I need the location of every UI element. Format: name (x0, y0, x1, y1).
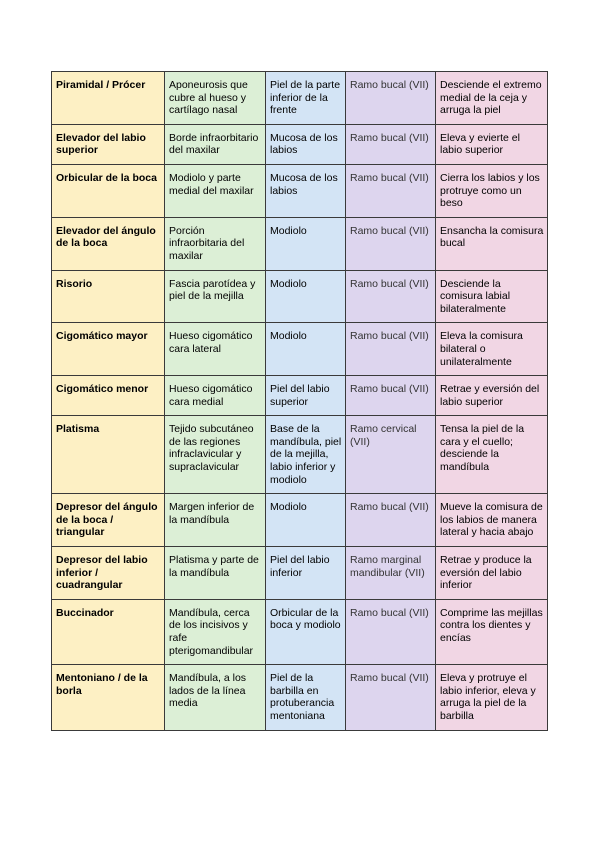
origin-cell: Fascia parotídea y piel de la mejilla (165, 270, 266, 323)
action-cell: Desciende la comisura labial bilateralmente (436, 270, 548, 323)
nerve-cell: Ramo bucal (VII) (346, 72, 436, 125)
table-row (52, 599, 548, 664)
muscle-name-cell: Buccinador (52, 599, 165, 664)
table-row (52, 72, 548, 125)
nerve-cell: Ramo cervical (VII) (346, 416, 436, 494)
nerve-cell: Ramo bucal (VII) (346, 323, 436, 376)
action-cell: Comprime las mejillas contra los dientes y encías (436, 599, 548, 664)
origin-cell: Aponeurosis que cubre al hueso y cartílago nasal (165, 72, 266, 125)
table-row (52, 124, 548, 164)
origin-cell: Margen inferior de la mandíbula (165, 494, 266, 547)
muscle-name-cell: Risorio (52, 270, 165, 323)
nerve-cell: Ramo bucal (VII) (346, 124, 436, 164)
nerve-cell: Ramo bucal (VII) (346, 665, 436, 730)
muscle-name-cell: Cigomático menor (52, 376, 165, 416)
origin-cell: Mandíbula, cerca de los incisivos y rafe pterigomandibular (165, 599, 266, 664)
action-cell: Ensancha la comisura bucal (436, 217, 548, 270)
muscle-name-cell: Elevador del ángulo de la boca (52, 217, 165, 270)
action-cell: Eleva la comisura bilateral o unilateralmente (436, 323, 548, 376)
table-row (52, 547, 548, 600)
table-row (52, 416, 548, 494)
origin-cell: Modiolo y parte medial del maxilar (165, 164, 266, 217)
origin-cell: Hueso cigomático cara medial (165, 376, 266, 416)
origin-cell: Mandíbula, a los lados de la línea media (165, 665, 266, 730)
action-cell: Desciende el extremo medial de la ceja y arruga la piel (436, 72, 548, 125)
muscle-name-cell: Depresor del ángulo de la boca / triangular (52, 494, 165, 547)
insertion-cell: Modiolo (266, 270, 346, 323)
action-cell: Mueve la comisura de los labios de manera lateral y hacia abajo (436, 494, 548, 547)
nerve-cell: Ramo bucal (VII) (346, 217, 436, 270)
table-row (52, 217, 548, 270)
muscle-name-cell: Cigomático mayor (52, 323, 165, 376)
insertion-cell: Mucosa de los labios (266, 124, 346, 164)
nerve-cell: Ramo bucal (VII) (346, 270, 436, 323)
insertion-cell: Piel del labio inferior (266, 547, 346, 600)
nerve-cell: Ramo bucal (VII) (346, 376, 436, 416)
muscle-name-cell: Platisma (52, 416, 165, 494)
table-row (52, 270, 548, 323)
table-row (52, 376, 548, 416)
insertion-cell: Piel de la parte inferior de la frente (266, 72, 346, 125)
action-cell: Cierra los labios y los protruye como un beso (436, 164, 548, 217)
muscle-name-cell: Mentoniano / de la borla (52, 665, 165, 730)
action-cell: Retrae y eversión del labio superior (436, 376, 548, 416)
insertion-cell: Base de la mandíbula, piel de la mejilla, labio inferior y modiolo (266, 416, 346, 494)
origin-cell: Tejido subcutáneo de las regiones infraclavicular y supraclavicular (165, 416, 266, 494)
table-row (52, 665, 548, 730)
insertion-cell: Mucosa de los labios (266, 164, 346, 217)
action-cell: Retrae y produce la eversión del labio inferior (436, 547, 548, 600)
origin-cell: Borde infraorbitario del maxilar (165, 124, 266, 164)
action-cell: Eleva y protruye el labio inferior, eleva y arruga la piel de la barbilla (436, 665, 548, 730)
table-row (52, 494, 548, 547)
action-cell: Tensa la piel de la cara y el cuello; desciende la mandíbula (436, 416, 548, 494)
table-row (52, 164, 548, 217)
insertion-cell: Piel del labio superior (266, 376, 346, 416)
table-row (52, 323, 548, 376)
nerve-cell: Ramo bucal (VII) (346, 164, 436, 217)
nerve-cell: Ramo bucal (VII) (346, 599, 436, 664)
origin-cell: Platisma y parte de la mandíbula (165, 547, 266, 600)
action-cell: Eleva y evierte el labio superior (436, 124, 548, 164)
insertion-cell: Modiolo (266, 323, 346, 376)
nerve-cell: Ramo bucal (VII) (346, 494, 436, 547)
insertion-cell: Piel de la barbilla en protuberancia mentoniana (266, 665, 346, 730)
origin-cell: Porción infraorbitaria del maxilar (165, 217, 266, 270)
insertion-cell: Modiolo (266, 217, 346, 270)
table-body (52, 72, 548, 731)
muscle-table (51, 71, 548, 731)
insertion-cell: Modiolo (266, 494, 346, 547)
muscle-name-cell: Orbicular de la boca (52, 164, 165, 217)
muscle-name-cell: Elevador del labio superior (52, 124, 165, 164)
origin-cell: Hueso cigomático cara lateral (165, 323, 266, 376)
insertion-cell: Orbicular de la boca y modiolo (266, 599, 346, 664)
nerve-cell: Ramo marginal mandibular (VII) (346, 547, 436, 600)
muscle-name-cell: Depresor del labio inferior / cuadrangular (52, 547, 165, 600)
muscle-name-cell: Piramidal / Prócer (52, 72, 165, 125)
